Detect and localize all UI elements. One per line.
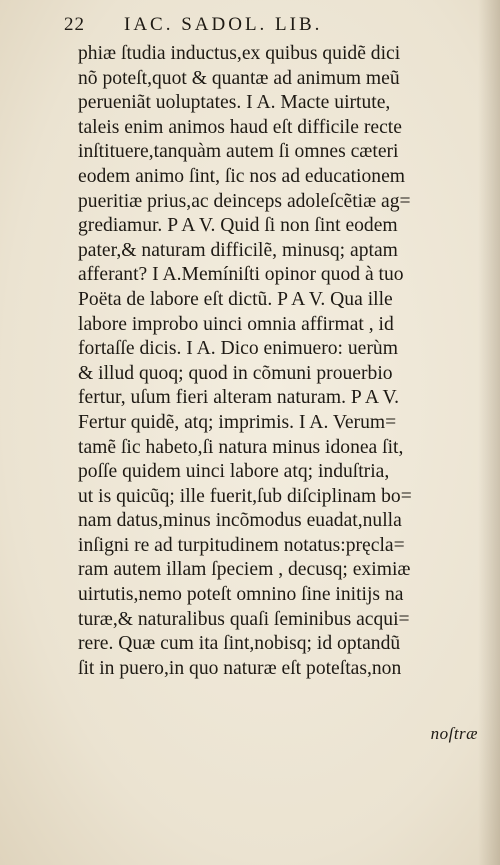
page-number: 22 — [64, 14, 85, 35]
text-line: phiæ ſtudia inductus,ex quibus quidẽ dici — [78, 43, 401, 64]
text-line: pueritiæ prius,ac deinceps adoleſcẽtiæ ag= — [78, 190, 411, 212]
text-line: labore improbo uinci omnia affirmat , id — [78, 313, 394, 335]
text-line: fertur, uſum fieri alteram naturam. P A V. — [78, 387, 399, 409]
text-line: taleis enim animos haud eſt difficile recte — [78, 116, 402, 138]
text-line: fortaſſe dicis. I A. Dico enimuero: uerùm — [78, 338, 398, 360]
text-line: inſtituere,tanquàm autem ſi omnes cæteri — [78, 141, 399, 163]
text-line: inſigni re ad turpitudinem notatus:pręcla= — [78, 534, 405, 556]
text-line: perueniãt uoluptates. I A. Macte uirtute, — [78, 92, 391, 114]
text-line: afferant? I A.Memíniſti opinor quod à tuo — [78, 264, 404, 286]
text-line: ram autem illam ſpeciem , decusq; eximiæ — [78, 559, 411, 581]
text-line: & illud quoq; quod in cõmuni prouerbio — [78, 362, 393, 384]
text-line: ut is quicũq; ille fuerit,ſub diſciplinam bo= — [78, 485, 412, 507]
catchword: noſtræ — [430, 724, 478, 743]
text-line: nõ poteſt,quot & quantæ ad animum meũ — [78, 67, 400, 89]
text-line: tamẽ ſic habeto,ſi natura minus idonea ſit, — [78, 436, 404, 458]
text-line: turæ,& naturalibus quaſi ſeminibus acqui= — [78, 608, 410, 630]
text-line: poſſe quidem uinci labore atq; induſtria, — [78, 461, 390, 483]
text-line: pater,& naturam difficilẽ, minusq; aptam — [78, 239, 398, 261]
running-title: IAC. SADOL. LIB. — [124, 14, 323, 35]
text-line: rere. Quæ cum ita ſint,nobisq; id optandũ — [78, 633, 401, 655]
running-head — [64, 10, 484, 40]
text-line: nam datus,minus incõmodus euadat,nulla — [78, 510, 402, 532]
text-line: Poëta de labore eſt dictũ. P A V. Qua ille — [78, 288, 393, 310]
text-line: grediamur. P A V. Quid ſi non ſint eodem — [78, 215, 398, 237]
body-text — [78, 42, 488, 681]
text-line: Fertur quidẽ, atq; imprimis. I A. Verum= — [78, 411, 397, 433]
text-line: ſit in puero,in quo naturæ eſt poteſtas,non — [78, 657, 402, 679]
text-line: eodem animo ſint, ſic nos ad educationem — [78, 165, 406, 187]
text-line: uirtutis,nemo poteſt omnino ſine initijs na — [78, 584, 404, 606]
